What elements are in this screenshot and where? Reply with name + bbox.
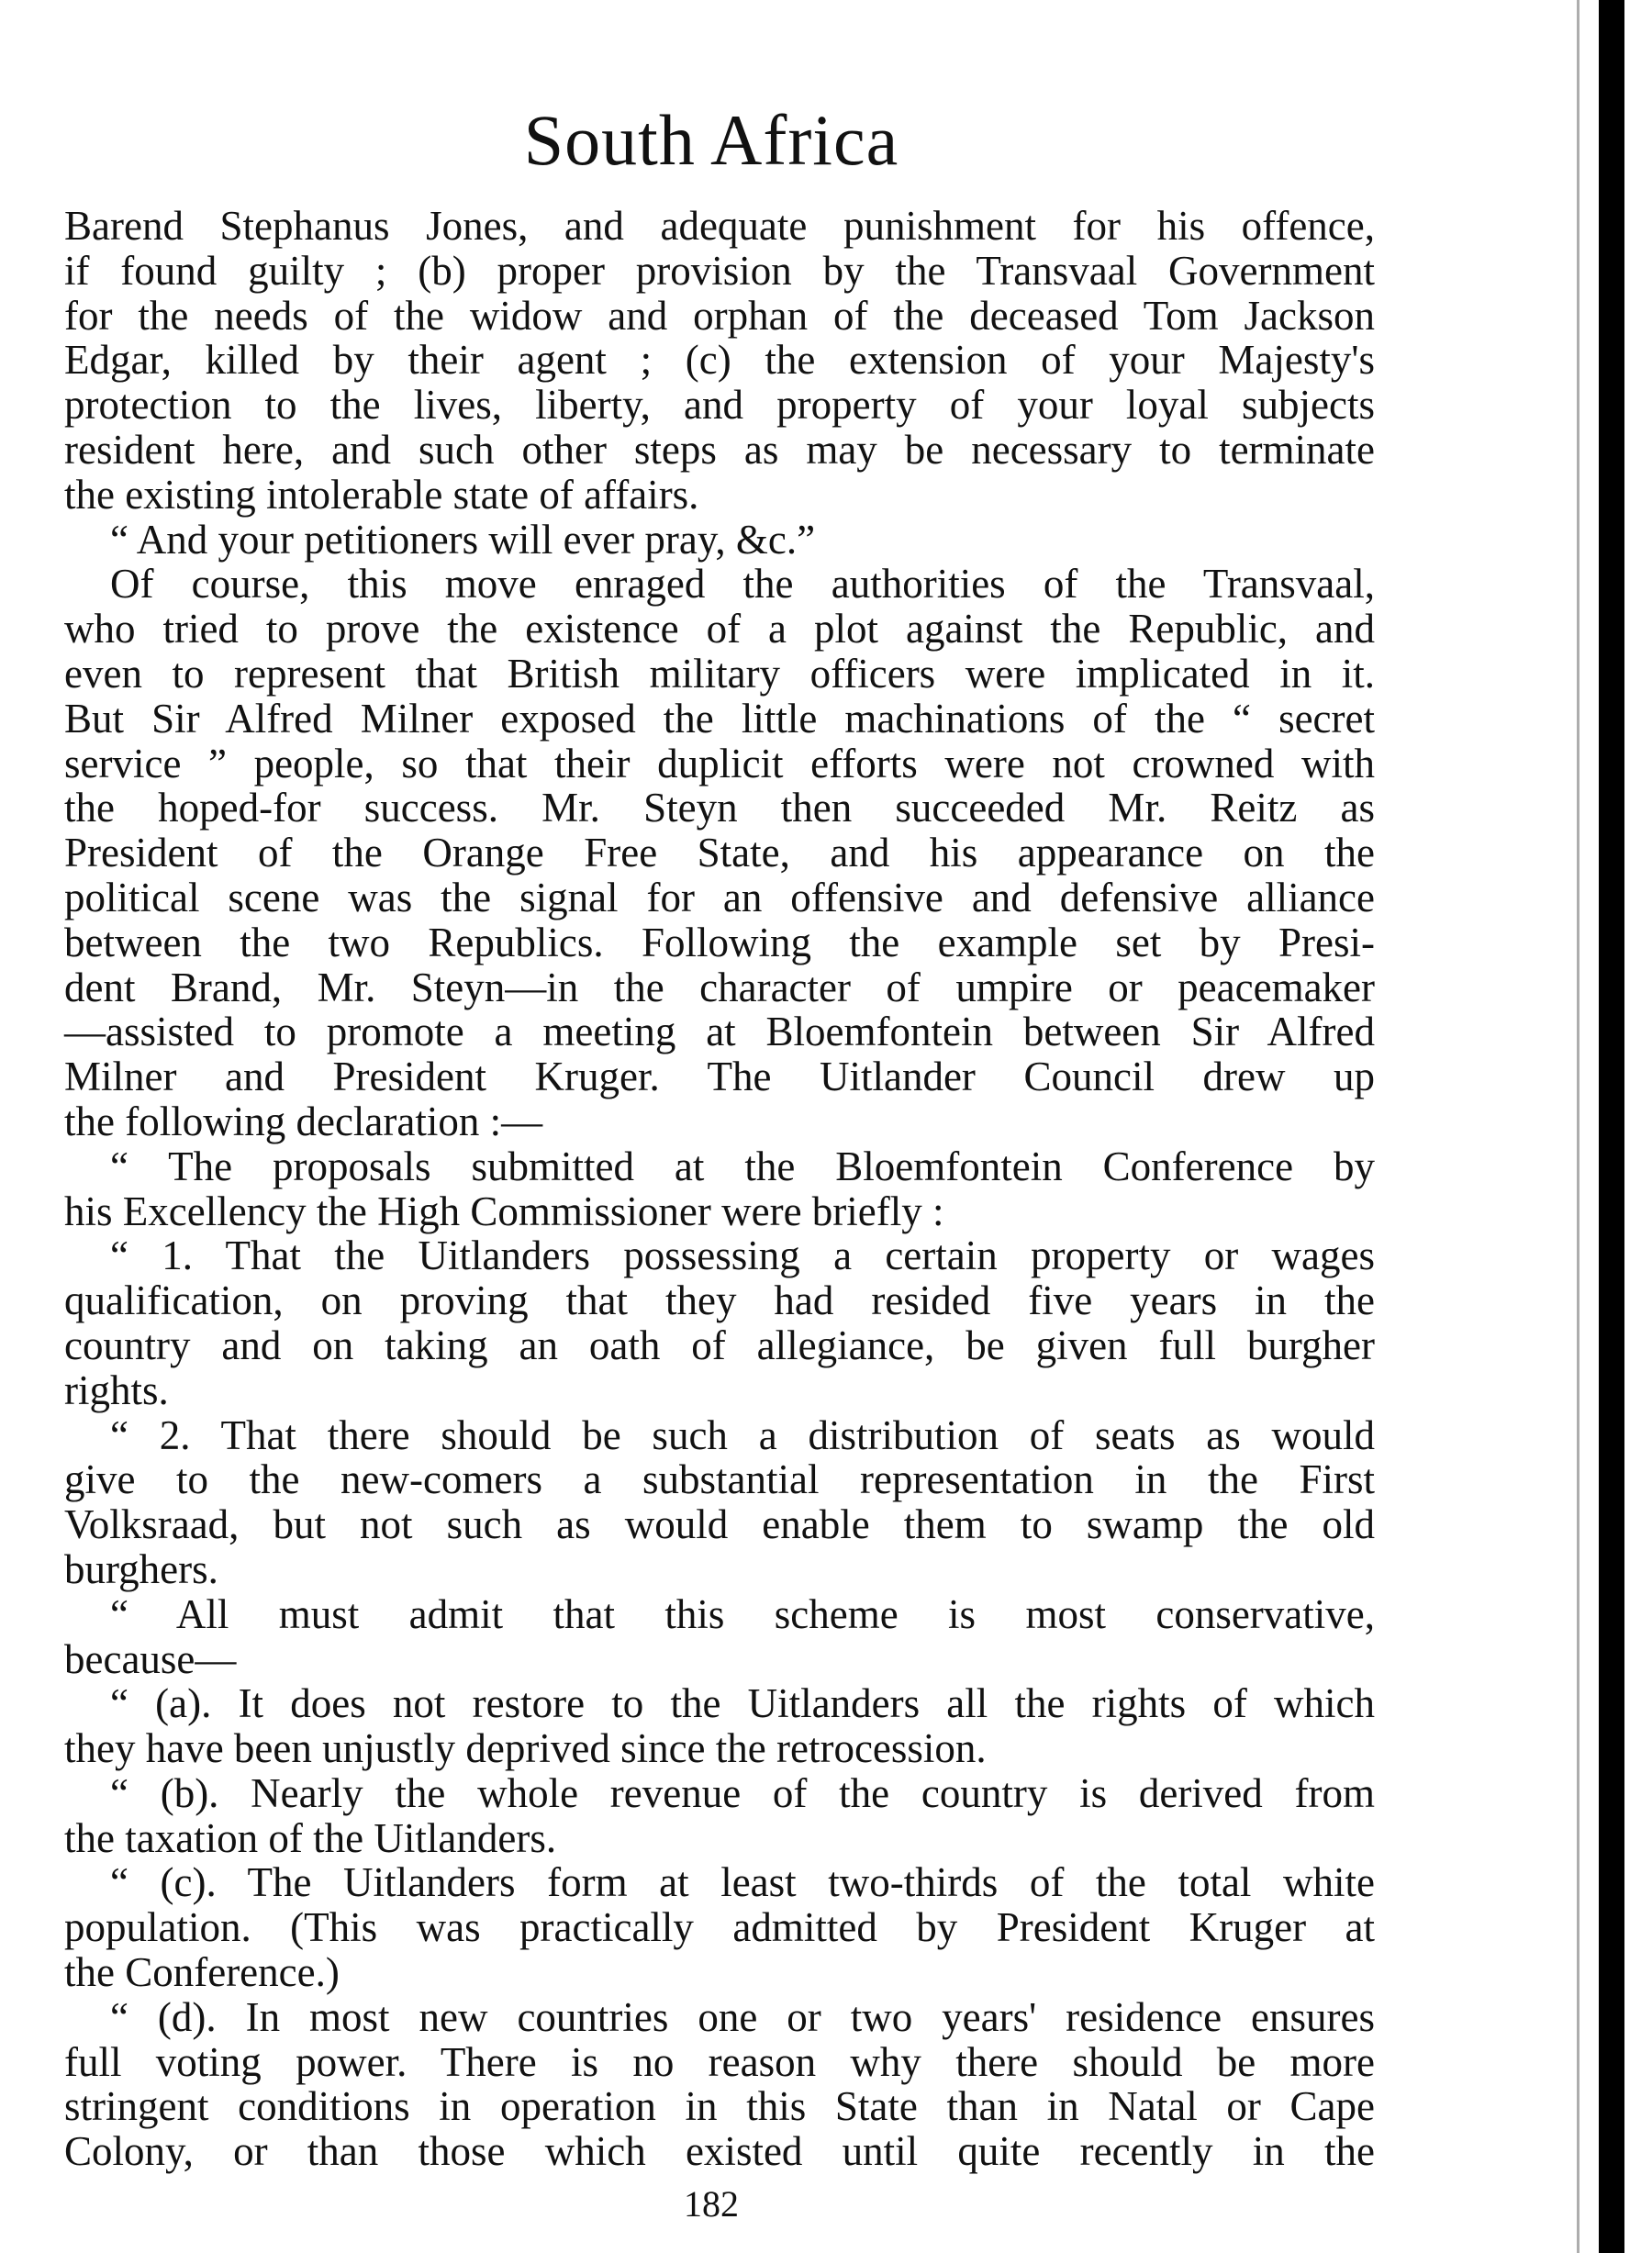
text-line: “ The proposals submitted at the Bloemfontein Conference by [110,1143,1375,1189]
page-gutter-shadow [1577,0,1579,2253]
text-line: burghers. [64,1545,218,1592]
text-line: “ And your petitioners will ever pray, &c.” [110,516,816,563]
text-line: qualification, on proving that they had resided five years in the [64,1277,1375,1324]
text-line: between the two Republics. Following the example set by Presi- [64,919,1375,965]
text-line: his Excellency the High Commissioner were briefly : [64,1188,944,1234]
text-line: stringent conditions in operation in this State than in Natal or Cape [64,2083,1375,2130]
text-line: “ 1. That the Uitlanders possessing a certain property or wages [110,1232,1375,1279]
text-line: “ (c). The Uitlanders form at least two-thirds of the total white [110,1859,1375,1906]
page-number: 182 [684,2183,739,2225]
text-line: even to represent that British military officers were implicated in it. [64,650,1375,697]
text-line: “ (d). In most new countries one or two years' residence ensures [110,1993,1375,2040]
text-line: full voting power. There is no reason why there should be more [64,2038,1375,2085]
text-line: “ All must admit that this scheme is most conservative, [110,1590,1375,1637]
page-edge-binding [1599,0,1624,2253]
text-line: who tried to prove the existence of a plot against the Republic, and [64,606,1375,652]
text-line: political scene was the signal for an offensive and defensive alliance [64,874,1375,920]
text-line: Volksraad, but not such as would enable them to swamp the old [64,1501,1375,1548]
text-line: Milner and President Kruger. The Uitlander Council drew up [64,1054,1375,1100]
text-line: if found guilty ; (b) proper provision by the Transvaal Government [64,247,1375,294]
text-line: the following declaration :— [64,1098,543,1144]
text-line: population. (This was practically admitted by President Kruger at [64,1904,1375,1951]
text-line: the existing intolerable state of affairs. [64,471,699,518]
text-line: “ 2. That there should be such a distribution of seats as would [110,1411,1375,1458]
text-line: President of the Orange Free State, and his appearance on the [64,830,1375,876]
text-line: —assisted to promote a meeting at Bloemfontein between Sir Alfred [64,1009,1375,1055]
text-line: dent Brand, Mr. Steyn—in the character of umpire or peacemaker [64,964,1375,1010]
text-line: Of course, this move enraged the authorities of the Transvaal, [110,561,1375,608]
text-line: because— [64,1635,237,1682]
text-line: they have been unjustly deprived since the retrocession. [64,1725,987,1772]
text-line: Edgar, killed by their agent ; (c) the extension of your Majesty's [64,337,1375,384]
text-line: “ (a). It does not restore to the Uitlanders all the rights of which [110,1680,1375,1727]
text-line: the hoped-for success. Mr. Steyn then succeeded Mr. Reitz as [64,785,1375,831]
text-line: resident here, and such other steps as may be necessary to terminate [64,426,1375,473]
text-line: “ (b). Nearly the whole revenue of the country is derived from [110,1769,1375,1816]
text-line: the Conference.) [64,1949,340,1996]
text-line: service ” people, so that their duplicit efforts were not crowned with [64,740,1375,786]
text-line: for the needs of the widow and orphan of the deceased Tom Jackson [64,292,1375,339]
page-title: South Africa [523,100,899,180]
text-line: Colony, or than those which existed until quite recently in the [64,2128,1375,2175]
text-line: But Sir Alfred Milner exposed the little machinations of the “ secret [64,695,1375,742]
text-line: Barend Stephanus Jones, and adequate punishment for his offence, [64,203,1375,249]
text-line: the taxation of the Uitlanders. [64,1814,557,1861]
text-line: country and on taking an oath of allegiance, be given full burgher [64,1322,1375,1368]
text-line: protection to the lives, liberty, and property of your loyal subjects [64,382,1375,429]
text-line: rights. [64,1366,169,1413]
body-text [64,204,1375,2174]
text-line: give to the new-comers a substantial representation in the First [64,1456,1375,1503]
